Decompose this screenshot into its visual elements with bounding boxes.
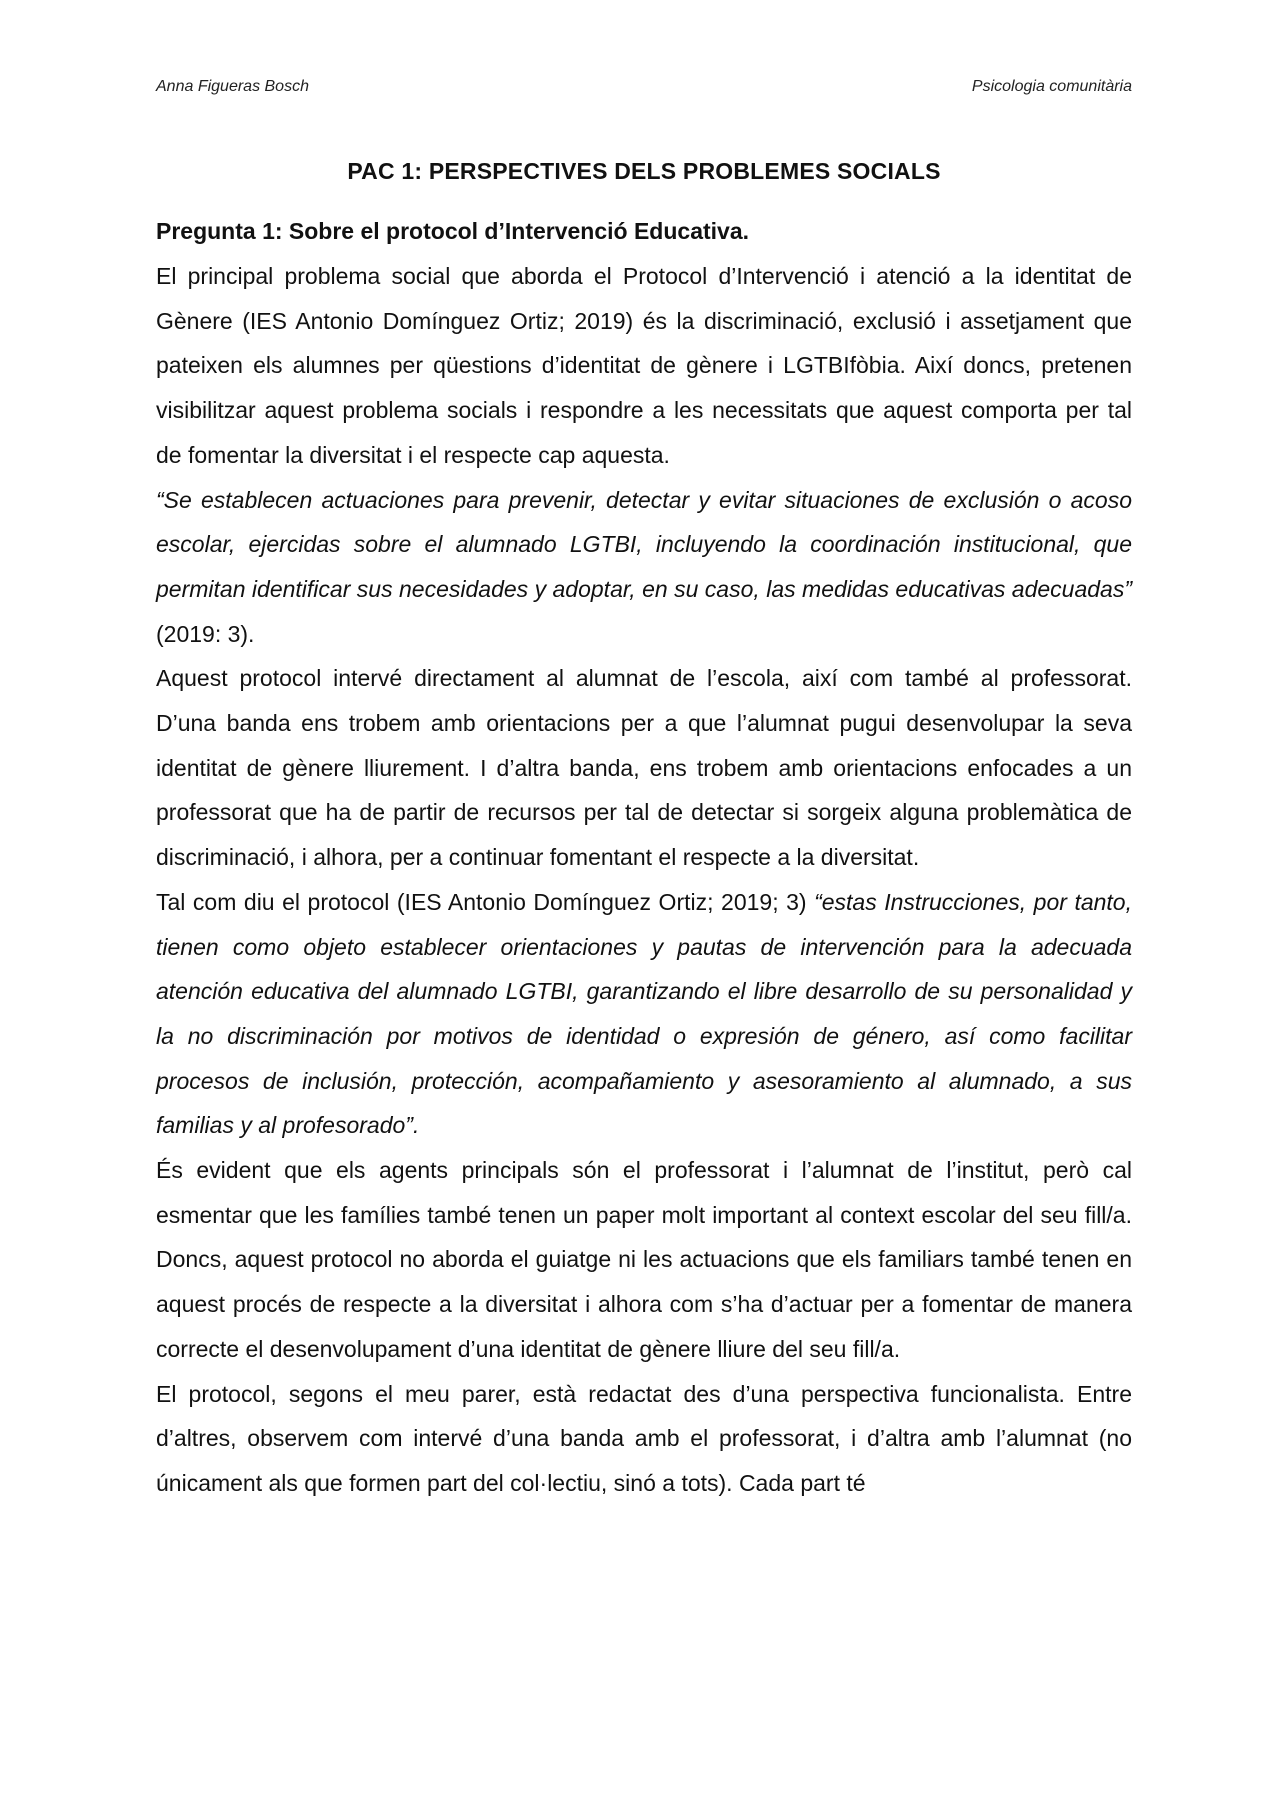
paragraph-1: El principal problema social que aborda el Protocol d’Intervenció i atenció a la identitat de Gènere (IES Antonio Domínguez Ortiz; 2019) és la discriminació, exclusió i assetjament que pateixen els alumnes per qüestions d’identitat de gènere i LGTBIfòbia. Així doncs, pretenen visibilitzar aquest problema socials i respondre a les necessitats que aquest comporta per tal de fomentar la diversitat i el respecte cap aquesta.	[156, 263, 1132, 468]
paragraph-3-intro: Tal com diu el protocol (IES Antonio Domínguez Ortiz; 2019; 3)	[156, 888, 815, 915]
question-heading: Pregunta 1: Sobre el protocol d’Intervenció Educativa.	[156, 218, 750, 244]
paragraph-3-quote: “estas Instrucciones, por tanto, tienen como objeto establecer orientaciones y pautas de intervención para la adecuada atención educativa del alumnado LGTBI, garantizando el libre desarrollo de su personalidad y la no discriminación por motivos de identidad o expresión de género, así como facilitar procesos de inclusión, protección, acompañamiento y asesoramiento al alumnado, a sus familias y al profesorado”.	[156, 888, 1132, 1139]
quote-1-citation: (2019: 3).	[156, 620, 255, 647]
header-course: Psicologia comunitària	[971, 78, 1132, 95]
paragraph-4: És evident que els agents principals són el professorat i l’alumnat de l’institut, però cal esmentar que les famílies també tenen un paper molt important al context escolar del seu fill/a. Doncs, aquest protocol no aborda el guiatge ni les actuacions que els familiars també tenen en aquest procés de respecte a la diversitat i alhora com s’ha d’actuar per a fomentar de manera correcte el desenvolupament d’una identitat de gènere lliure del seu fill/a.	[156, 1157, 1132, 1362]
paragraph-5: El protocol, segons el meu parer, està redactat des d’una perspectiva funcionalista. Entre d’altres, observem com intervé d’una banda amb el professorat, i d’altra amb l’alumnat (no únicament als que formen part del col·lectiu, sinó a tots). Cada part té	[156, 1380, 1132, 1496]
quote-paragraph-1	[156, 478, 1132, 657]
document-body	[156, 152, 1132, 1506]
paragraph-2: Aquest protocol intervé directament al alumnat de l’escola, així com també al professorat. D’una banda ens trobem amb orientacions per a que l’alumnat pugui desenvolupar la seva identitat de gènere lliurement. I d’altra banda, ens trobem amb orientacions enfocades a un professorat que ha de partir de recursos per tal de detectar si sorgeix alguna problemàtica de discriminació, i alhora, per a continuar fomentant el respecte a la diversitat.	[156, 665, 1132, 871]
quote-1-text: “Se establecen actuaciones para prevenir, detectar y evitar situaciones de exclusión o acoso escolar, ejercidas sobre el alumnado LGTBI, incluyendo la coordinación institucional, que permitan identificar sus necesidades y adoptar, en su caso, las medidas educativas adecuadas”	[156, 486, 1132, 602]
header-author: Anna Figueras Bosch	[156, 78, 309, 95]
paragraph-3	[156, 880, 1132, 1148]
running-header	[156, 78, 1132, 96]
document-title: PAC 1: PERSPECTIVES DELS PROBLEMES SOCIALS	[347, 158, 941, 184]
